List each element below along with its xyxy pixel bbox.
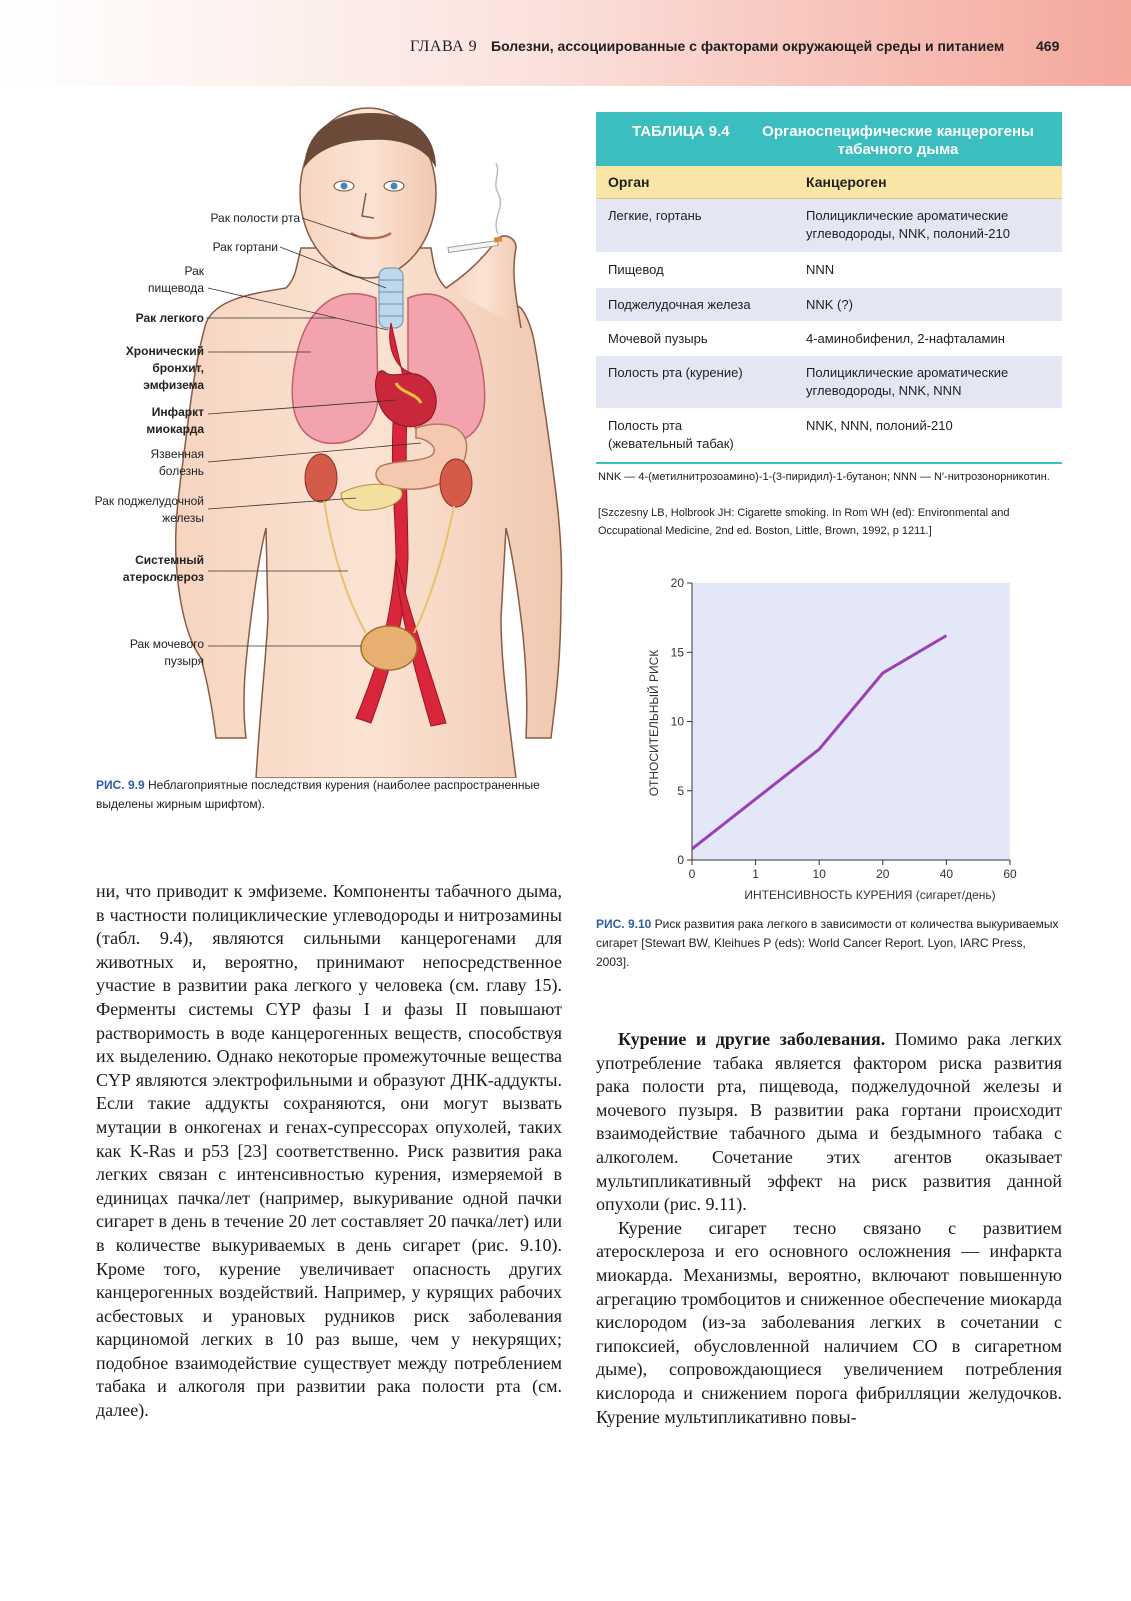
cell-carcinogen: NNN [806,262,835,277]
right-paragraph-2: Курение сигарет тесно связано с развитием атеросклероза и его основного осложнения — инфаркта миокарда. Механизмы, вероятно, включают повышенную агрегацию тромбоцитов и сниженное обеспечение миокарда кислородом (из-за заболевания легких в сочетании с гипоксией, обусловленной наличием CO в сигаретном дыме), сопровождающиеся увеличением потребления кислорода и снижением порога фибрилляции желудочков. Курение мультипликативно повы- [596,1217,1062,1427]
x-tick-label: 1 [752,867,759,881]
section-heading-smoking-other-diseases: Курение и другие заболевания. [618,1029,886,1049]
table-9-4 [596,112,1062,464]
label-larynx-cancer: Рак гортани [212,240,278,254]
table-bottom-rule [596,462,1062,464]
cell-carcinogen: Полициклические ароматические углеводороды, NNK, NNN [806,365,1009,398]
label-pancreas-cancer: Рак поджелудочной железы [94,494,204,525]
right-paragraph-1-text: Помимо рака легких употребление табака является фактором риска развития рака полости рта, пищевода, поджелудочной железы и мочевого пузыря. В развитии рака гортани происходит взаимодействие табачного дыма и бездымного табака с алкоголем. Сочетание этих агентов оказывает мультипликативный эффект на риск развития данной опухоли (рис. 9.11). [596,1029,1062,1215]
y-tick-label: 5 [677,783,684,798]
y-tick-label: 0 [677,853,684,867]
figure-9-10-caption-text: Риск развития рака легкого в зависимости от количества выкуриваемых сигарет [Stewart BW, Kleihues P (eds): World Cancer Report. Lyon, IARC Press, 2003]. [596,917,1059,969]
y-axis-label: ОТНОСИТЕЛЬНЫЙ РИСК [647,649,661,797]
left-paragraph: ни, что приводит к эмфиземе. Компоненты табачного дыма, в частности полициклические углеводороды и нитрозамины (табл. 9.4), являются сильными канцерогенами для животных и, вероятно, принимают непосредственное участие в развитии рака легкого у человека (см. главу 15). Ферменты системы CYP фазы I и фазы II повышают растворимость в воде канцерогенных веществ, способствуя их выделению. Однако некоторые промежуточные вещества CYP являются электрофильными и образуют ДНК-аддукты. Если такие аддукты сохраняются, они могут вызвать мутации в онкогенах и генах-супрессорах опухолей, таких как K-Ras и p53 [23] соответственно. Риск развития рака легких связан с интенсивностью курения, измеряемой в единицах пачка/лет (например, выкуривание одной пачки сигарет в день в течение 20 лет составляет 20 пачка/лет) или в количестве выкуриваемых в день сигарет (рис. 9.10). Кроме того, курение увеличивает опасность других канцерогенных воздействий. Например, у курящих рабочих асбестовых и урановых рудников риск заболевания карциномой легких в 10 раз выше, чем у некурящих; подобное взаимодействие существует между потреблением табака и алкоголя при развитии рака полости рта (см. далее). [96,881,562,1421]
smoking-effects-illustration [96,98,566,778]
column-header-carcinogen: Канцероген [806,174,887,190]
column-header-organ: Орган [608,174,650,190]
cell-organ: Поджелудочная железа [608,297,751,312]
label-bronchitis: Хронический бронхит, эмфизема [125,344,204,392]
label-peptic-ulcer: Язвенная болезнь [150,447,204,478]
figure-9-9-number: РИС. 9.9 [96,778,145,792]
label-oral-cancer: Рак полости рта [210,211,300,225]
table-footnote-source: [Szczesny LB, Holbrook JH: Cigarette smoking. In Rom WH (ed): Environmental and Occupational Medicine, 2nd ed. Boston, Little, Brown, 1992, p 1211.] [598,507,1010,537]
x-tick-label: 10 [812,867,826,881]
cell-carcinogen: 4-аминобифенил, 2-нафталамин [806,331,1005,346]
cell-organ: Пищевод [608,262,664,277]
x-tick-label: 40 [939,867,954,881]
table-label: ТАБЛИЦА 9.4 [632,123,730,140]
table-row [596,322,1062,356]
cell-organ: Мочевой пузырь [608,331,708,346]
x-tick-label: 20 [876,867,890,881]
figure-9-10-caption [596,915,1062,972]
x-tick-label: 0 [688,867,696,881]
y-tick-label: 15 [670,645,684,660]
right-paragraph-1 [596,1028,1062,1217]
label-bladder-cancer: Рак мочевого пузыря [129,637,204,668]
label-esophagus-cancer: Рак пищевода [148,264,204,295]
figure-9-9-caption-text: Неблагоприятные последствия курения (наиболее распространенные выделены жирным шрифтом). [96,778,540,811]
cell-organ: Легкие, гортань [608,208,702,223]
right-text-column [596,1028,1062,1429]
label-atherosclerosis: Системный атеросклероз [122,553,204,584]
left-text-column [96,880,562,1423]
cell-organ: Полость рта (жевательный табак) [608,418,734,451]
page-number: 469 [1036,38,1060,54]
chapter-number: ГЛАВА 9 [410,38,478,55]
table-row [596,199,1062,253]
table-title: Органоспецифические канцерогены табачного дыма [762,123,1034,158]
cell-carcinogen: NNK (?) [806,297,853,312]
x-tick-label: 60 [1003,867,1017,881]
table-row [596,356,1062,409]
table-row [596,409,1062,462]
table-row [596,288,1062,322]
table-footnote-abbreviations: NNK — 4-(метилнитрозоамино)-1-(3-пиридил)-1-бутанон; NNN — N′-нитрозонорникотин. [598,471,1050,483]
table-row [596,253,1062,288]
plot-area [692,583,1010,860]
cell-organ: Полость рта (курение) [608,365,743,380]
y-tick-label: 20 [670,576,684,590]
cell-carcinogen: NNK, NNN, полоний-210 [806,418,953,433]
x-axis-label: ИНТЕНСИВНОСТЬ КУРЕНИЯ (сигарет/день) [744,888,996,902]
label-lung-cancer: Рак легкого [135,311,204,325]
lung-cancer-risk-chart [640,575,1020,905]
chapter-title: Болезни, ассоциированные с факторами окружающей среды и питанием [491,38,1005,54]
figure-9-10-number: РИС. 9.10 [596,917,652,931]
table-column-headers [596,166,1062,199]
table-title-bar [596,112,1062,166]
label-myocardial-infarction: Инфаркт миокарда [146,405,204,436]
y-tick-label: 10 [670,714,684,729]
cell-carcinogen: Полициклические ароматические углеводороды, NNK, полоний-210 [806,208,1010,241]
figure-9-9-caption [96,776,566,814]
